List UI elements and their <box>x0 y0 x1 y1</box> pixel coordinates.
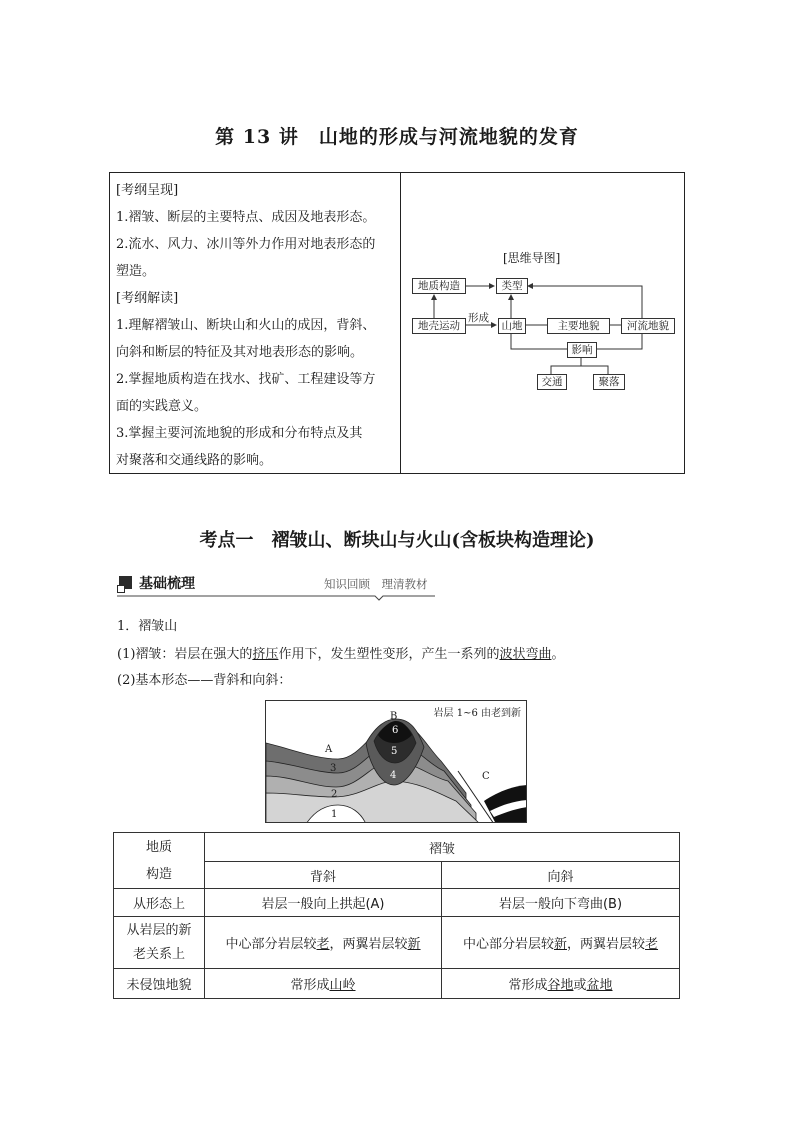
mind-map-node-settlement: 聚落 <box>593 374 625 390</box>
outline-line: 2.掌握地质构造在找水、找矿、工程建设等方 <box>116 372 376 387</box>
strata-legend-note: 岩层 1~6 由老到新 <box>433 708 521 719</box>
answer-underlined: 老 <box>645 937 659 952</box>
header-geo-structure <box>114 833 205 889</box>
mind-map-node-influence: 影响 <box>567 342 597 358</box>
answer-underlined: 波状弯曲 <box>499 647 552 662</box>
outline-line: [考纲呈现] <box>116 183 179 198</box>
text: 或 <box>573 978 587 993</box>
text: 常形成 <box>290 978 330 993</box>
stratum-6-label: 6 <box>392 725 399 736</box>
outline-line: 3.掌握主要河流地貌的形成和分布特点及其 <box>116 426 363 441</box>
outline-line: 对聚落和交通线路的影响。 <box>116 453 273 468</box>
basics-divider <box>117 595 435 601</box>
stratum-3-label: 3 <box>330 763 337 774</box>
cell-anticline <box>205 969 442 999</box>
label-B: B <box>390 711 398 722</box>
answer-underlined: 谷地 <box>547 978 574 993</box>
outline-box <box>109 172 685 474</box>
basics-title: 基础梳理 <box>139 576 195 592</box>
outline-line: [考纲解读] <box>116 291 179 306</box>
answer-underlined: 盆地 <box>586 978 613 993</box>
text: 常形成 <box>508 978 548 993</box>
cell-anticline <box>205 917 442 969</box>
basics-subtitle: 知识回顾 理清教材 <box>324 577 428 591</box>
row-label-text: 从岩层的新 <box>126 922 192 938</box>
outline-line: 2.流水、风力、冰川等外力作用对地表形态的 <box>116 237 376 252</box>
mind-map-label-form: 形成 <box>468 312 489 324</box>
mind-map-caption: [思维导图] <box>503 251 561 265</box>
row-label <box>114 917 205 969</box>
fold-comparison-table <box>113 832 680 999</box>
paragraph-fold-mountain: 1．褶皱山 <box>117 619 178 634</box>
text: 。 <box>551 647 565 662</box>
fold-diagram <box>265 700 527 823</box>
stratum-5-label: 5 <box>391 746 398 757</box>
cell-syncline: 岩层一般向下弯曲(B) <box>442 889 680 917</box>
answer-underlined: 新 <box>553 937 567 952</box>
section-title: 考点一 褶皱山、断块山与火山(含板块构造理论) <box>199 530 595 551</box>
paragraph-basic-forms: (2)基本形态——背斜和向斜： <box>117 673 292 688</box>
answer-underlined: 新 <box>407 937 421 952</box>
mind-map-node-mountain: 山地 <box>498 318 526 334</box>
cell-syncline <box>442 969 680 999</box>
header-text: 构造 <box>145 866 172 882</box>
answer-underlined: 挤压 <box>252 647 279 662</box>
header-text: 地质 <box>145 839 172 855</box>
text: ，两翼岩层较 <box>567 937 646 952</box>
mind-map-node-river-landform: 河流地貌 <box>621 318 675 334</box>
basics-small-square-icon <box>117 585 125 593</box>
mind-map-node-traffic: 交通 <box>537 374 567 390</box>
mind-map-node-main-landform: 主要地貌 <box>547 318 610 334</box>
text: (1)褶皱：岩层在强大的 <box>117 647 253 662</box>
outline-line: 面的实践意义。 <box>116 399 208 414</box>
mind-map-node-crust-movement: 地壳运动 <box>412 318 466 334</box>
text: 中心部分岩层较 <box>462 937 554 952</box>
row-label-text: 老关系上 <box>132 946 185 962</box>
stratum-4-label: 4 <box>390 770 397 781</box>
text: ，两翼岩层较 <box>329 937 408 952</box>
label-C: C <box>482 771 490 782</box>
paragraph-fold-definition <box>117 645 564 665</box>
exam-outline-column <box>110 173 401 473</box>
outline-line: 1.褶皱、断层的主要特点、成因及地表形态。 <box>116 210 376 225</box>
basics-header <box>117 572 435 598</box>
answer-underlined: 山岭 <box>329 978 356 993</box>
header-fold: 褶皱 <box>205 833 680 862</box>
row-label: 从形态上 <box>114 889 205 917</box>
outline-line: 1.理解褶皱山、断块山和火山的成因，背斜、 <box>116 318 376 333</box>
cell-anticline: 岩层一般向上拱起(A) <box>205 889 442 917</box>
outline-line: 向斜和断层的特征及其对地表形态的影响。 <box>116 345 364 360</box>
text: 作用下，发生塑性变形，产生一系列的 <box>278 647 500 662</box>
mind-map-node-geo-structure: 地质构造 <box>412 278 466 294</box>
answer-underlined: 老 <box>316 937 330 952</box>
header-anticline: 背斜 <box>205 862 442 889</box>
page-title: 第 13 讲 山地的形成与河流地貌的发育 <box>215 126 579 148</box>
header-syncline: 向斜 <box>442 862 680 889</box>
mind-map-node-types: 类型 <box>496 278 528 294</box>
outline-line: 塑造。 <box>116 264 156 279</box>
label-A: A <box>325 744 333 755</box>
stratum-2-label: 2 <box>331 789 338 800</box>
row-label: 未侵蚀地貌 <box>114 969 205 999</box>
mind-map <box>401 173 684 473</box>
cell-syncline <box>442 917 680 969</box>
text: 中心部分岩层较 <box>225 937 317 952</box>
stratum-1-label: 1 <box>331 809 338 820</box>
